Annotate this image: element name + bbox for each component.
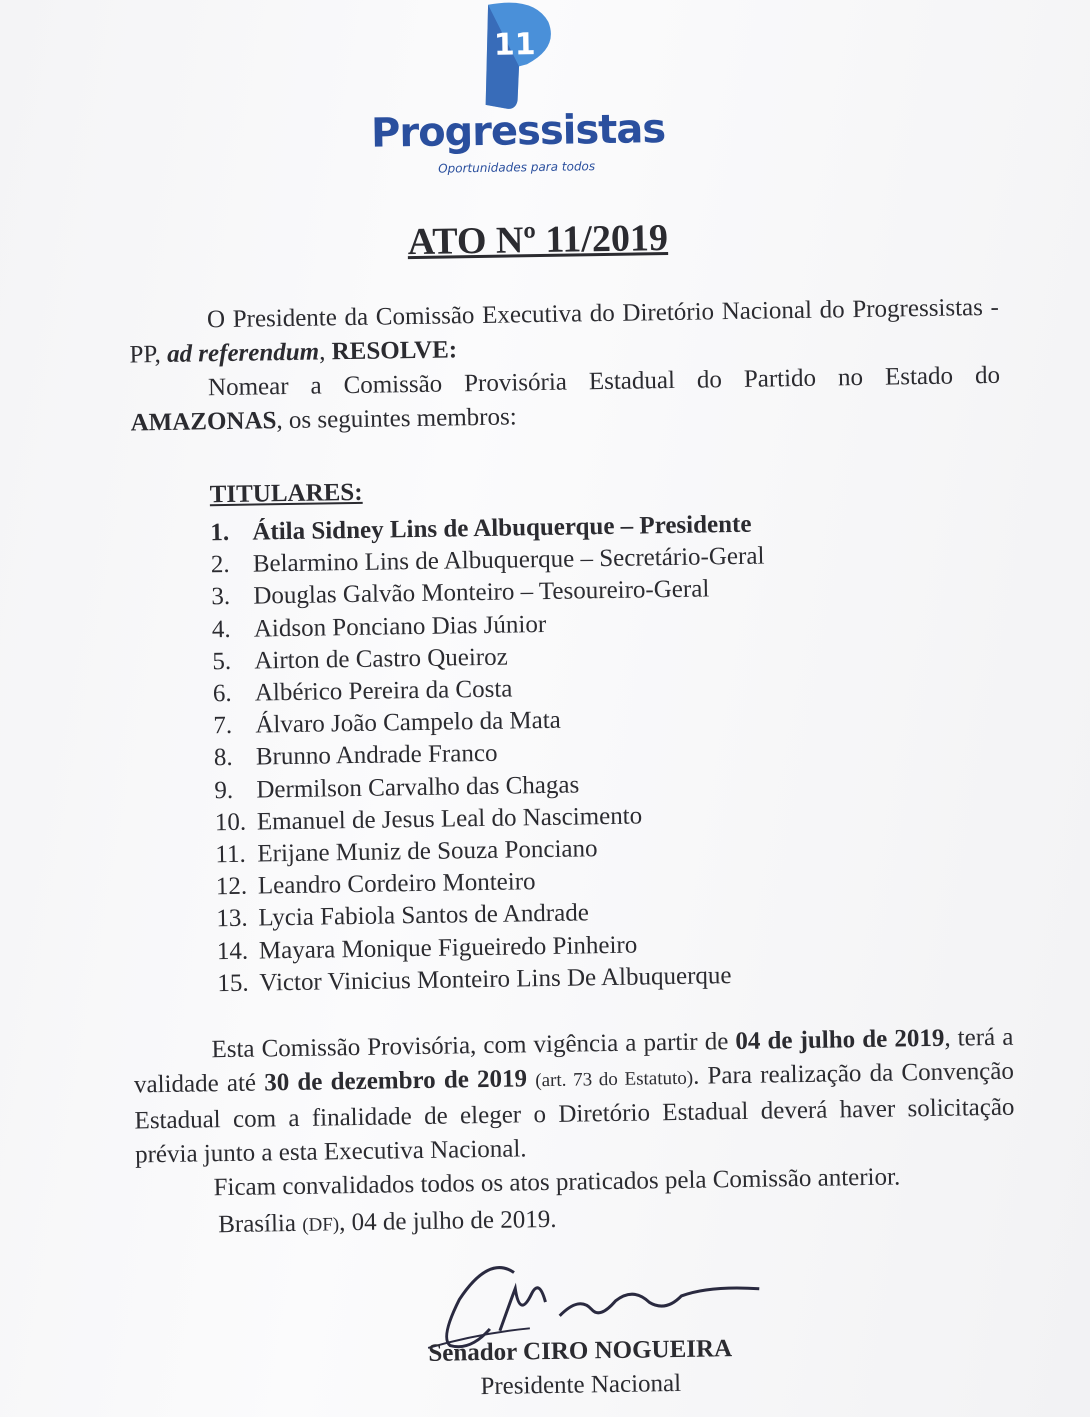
list-item: 8. Brunno Andrade Franco — [213, 740, 498, 772]
closing-paragraph — [133, 1021, 1016, 1207]
party-brand-name: Progressistas — [370, 106, 666, 157]
list-item: 1. Átila Sidney Lins de Albuquerque – Presidente — [210, 510, 752, 547]
signer-name: Senador CIRO NOGUEIRA — [428, 1335, 733, 1367]
list-item: 3. Douglas Galvão Monteiro – Tesoureiro-Geral — [211, 575, 710, 611]
list-item: 12. Leandro Cordeiro Monteiro — [215, 868, 536, 901]
list-item: 6. Albérico Pereira da Costa — [212, 675, 513, 708]
convalidation-text: Ficam convalidados todos os atos praticados pela Comissão anterior. — [213, 1163, 901, 1202]
list-item: 2. Belarmino Lins de Albuquerque – Secretário-Geral — [210, 542, 765, 579]
signer-role: Presidente Nacional — [480, 1369, 682, 1401]
list-item: 15. Victor Vinicius Monteiro Lins De Albuquerque — [217, 961, 732, 998]
intro-line-2: Nomear a Comissão Provisória Estadual do Partido no Estado do AMAZONAS, os seguintes membros: — [130, 361, 1001, 437]
list-item: 13. Lycia Fabiola Santos de Andrade — [216, 899, 590, 933]
members-list — [210, 509, 771, 1001]
list-item: 10. Emanuel de Jesus Leal do Nascimento — [214, 802, 643, 837]
titulares-heading: TITULARES: — [209, 478, 363, 509]
list-item: 14. Mayara Monique Figueiredo Pinheiro — [216, 931, 638, 965]
list-item: 5. Airton de Castro Queiroz — [212, 643, 508, 676]
intro-paragraph — [129, 291, 1001, 441]
list-item: 7. Álvaro João Campelo da Mata — [213, 706, 562, 740]
list-item: 4. Aidson Ponciano Dias Júnior — [211, 610, 547, 643]
document-title: ATO Nº 11/2019 — [407, 217, 669, 264]
list-item: 9. Dermilson Carvalho das Chagas — [214, 771, 580, 804]
validity-text: Esta Comissão Provisória, com vigência a partir de 04 de julho de 2019, terá a validade até 30 de dezembro de 2019 (art. 73 do Estatuto). Para realização da Convenção Estadual com a finalidade de eleger o Diretório Estadual deverá haver solicitação prévia junto a esta Executiva Nacional. — [133, 1023, 1015, 1169]
list-item: 11. Erijane Muniz de Souza Ponciano — [215, 835, 598, 869]
party-tagline: Oportunidades para todos — [438, 159, 596, 176]
party-logo — [369, 0, 666, 193]
party-logo-mark — [474, 0, 556, 113]
intro-line-1: O Presidente da Comissão Executiva do Diretório Nacional do Progressistas - PP, ad referendum, RESOLVE: — [129, 293, 1000, 369]
logo-number: 11 — [493, 27, 536, 63]
document-date: Brasília (DF), 04 de julho de 2019. — [217, 1205, 557, 1239]
